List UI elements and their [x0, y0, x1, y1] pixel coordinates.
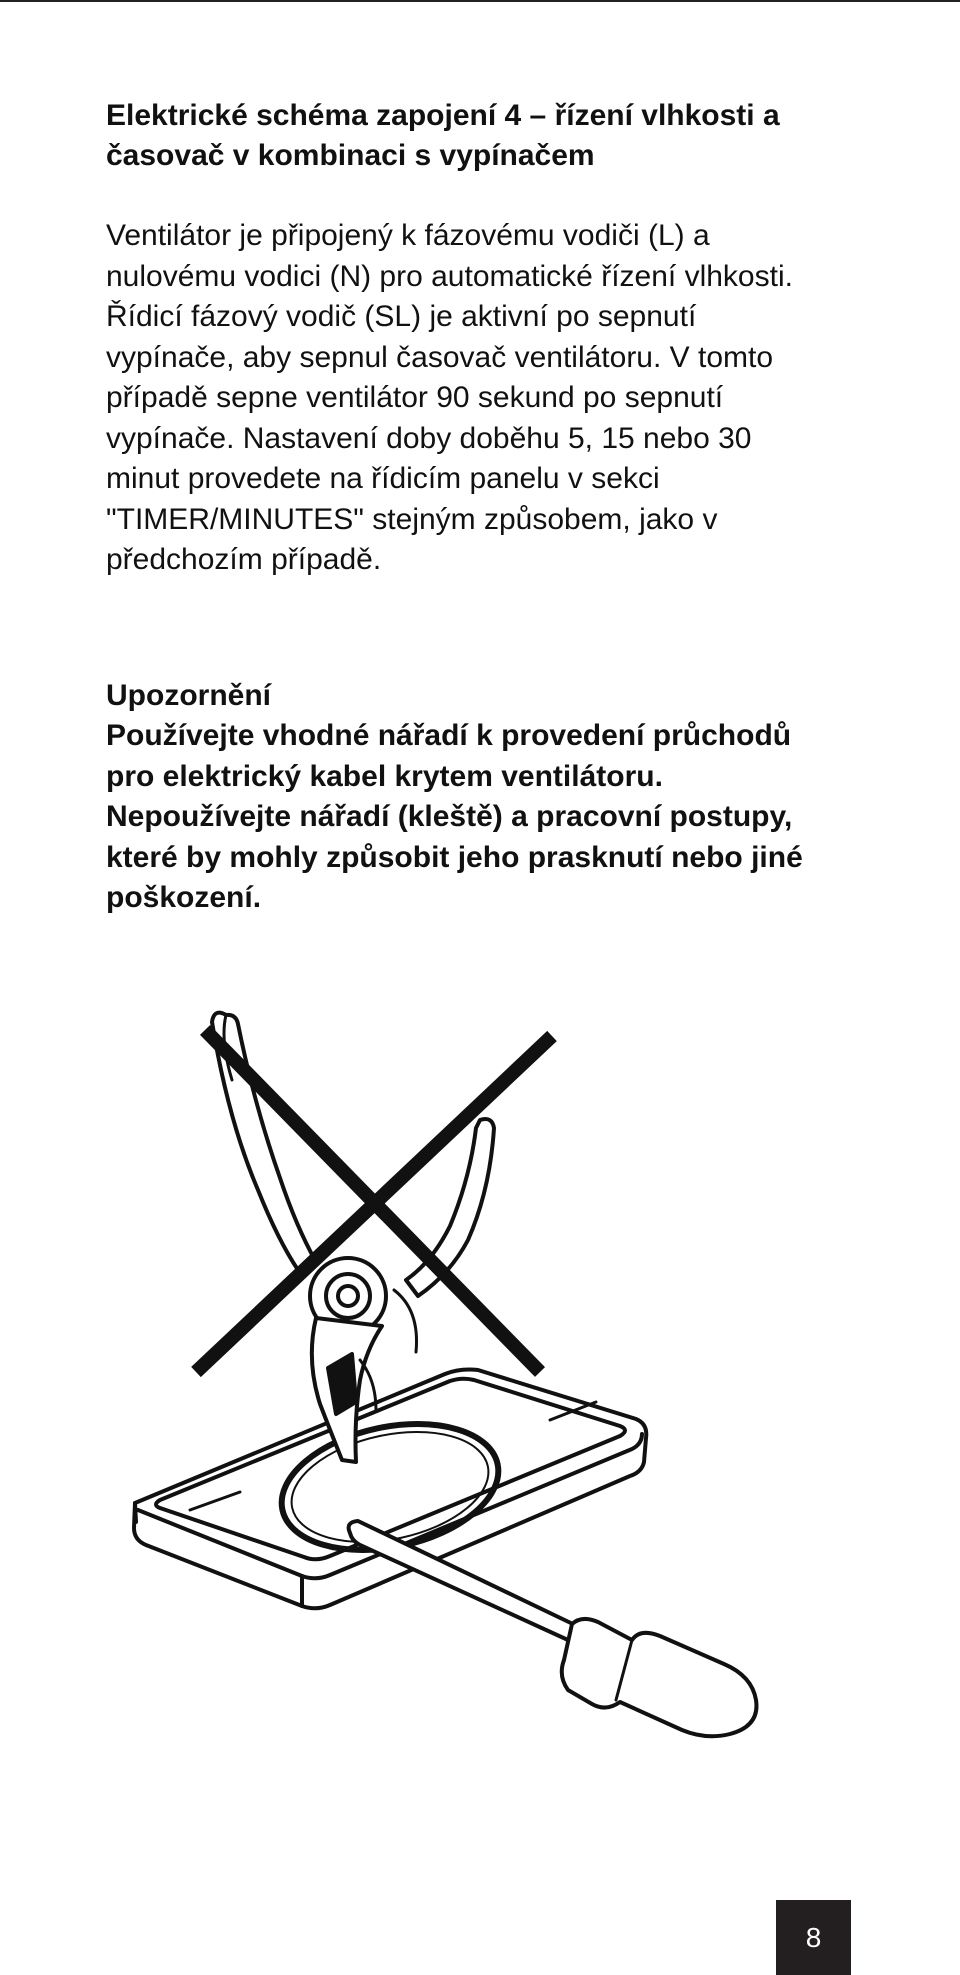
page-number — [776, 1900, 851, 1975]
notice-line: Nepoužívejte nářadí (kleště) a pracovní postupy, — [106, 800, 793, 833]
paragraph-line: minut provedete na řídicím panelu v sekci — [106, 462, 660, 495]
paragraph-line: případě sepne ventilátor 90 sekund po sepnutí — [106, 381, 724, 414]
notice-line: Používejte vhodné nářadí k provedení průchodů — [106, 719, 792, 752]
heading-line-1: Elektrické schéma zapojení 4 – řízení vlhkosti a — [106, 99, 780, 132]
pliers-crossed-out-icon — [120, 1000, 840, 1820]
document-content — [106, 96, 866, 919]
fan-cover-drawing — [134, 1370, 646, 1609]
paragraph-line: "TIMER/MINUTES" stejným způsobem, jako v — [106, 502, 718, 536]
section-heading — [106, 96, 866, 176]
heading-line-2: časovač v kombinaci s vypínačem — [106, 139, 595, 172]
warning-notice — [106, 676, 866, 919]
top-rule — [0, 0, 960, 2]
description-paragraph — [106, 216, 866, 581]
paragraph-line: vypínače. Nastavení doby doběhu 5, 15 nebo 30 — [106, 421, 752, 455]
notice-line: poškození. — [106, 881, 262, 914]
notice-line: které by mohly způsobit jeho prasknutí nebo jiné — [106, 840, 803, 874]
paragraph-line: vypínače, aby sepnul časovač ventilátoru. V tomto — [106, 340, 774, 374]
notice-title: Upozornění — [106, 678, 271, 712]
screwdriver-drawing — [349, 1521, 757, 1736]
paragraph-line: Řídicí fázový vodič (SL) je aktivní po sepnutí — [106, 300, 697, 333]
paragraph-line: nulovému vodici (N) pro automatické řízení vlhkosti. — [106, 259, 793, 293]
paragraph-line: Ventilátor je připojený k fázovému vodiči (L) a — [106, 219, 710, 252]
paragraph-line: předchozím případě. — [106, 543, 382, 576]
notice-line: pro elektrický kabel krytem ventilátoru. — [106, 759, 663, 793]
page-number-text: 8 — [805, 1921, 822, 1953]
